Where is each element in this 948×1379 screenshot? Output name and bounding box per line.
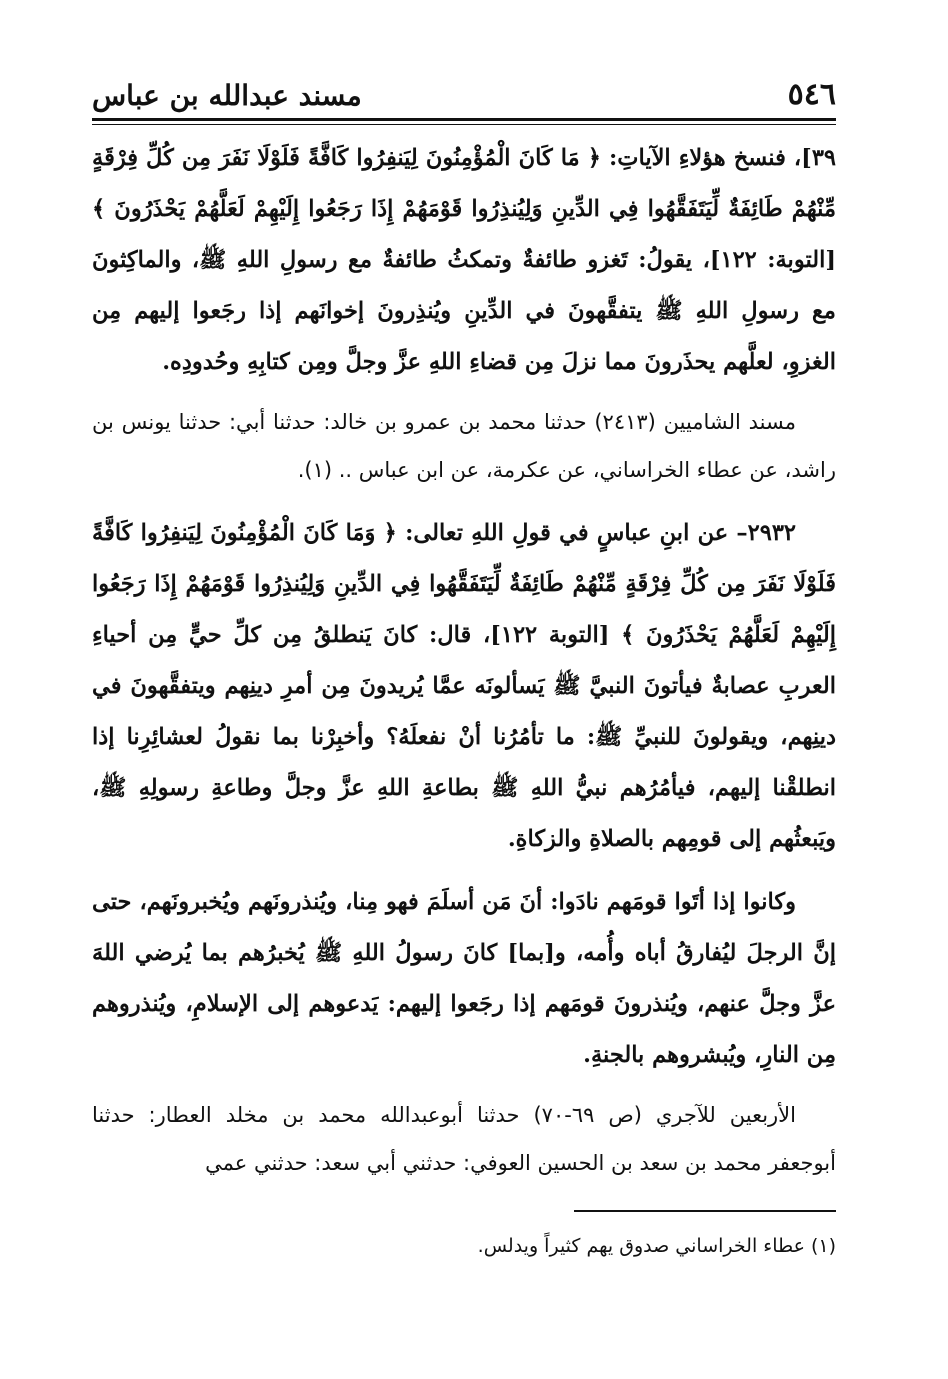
running-title: مسند عبدالله بن عباس: [92, 79, 362, 112]
source-citation: الأربعين للآجري (ص ٦٩-٧٠) حدثنا أبوعبدالله محمد بن مخلد العطار: حدثنا أبوجعفر محمد بن سعد بن الحسين العوفي: حدثني أبي سعد: حدثني عمي: [92, 1103, 836, 1175]
book-page: [92, 60, 836, 1340]
paragraph-gap: [92, 865, 836, 877]
footnote: (١) عطاء الخراساني صدوق يهم كثيراً ويدلس.: [477, 1235, 836, 1257]
hadith-paragraph: وكانوا إذا أتَوا قومَهم نادَوا: أنَ مَن أسلَمَ فهو مِنا، ويُنذرونَهم ويُخبرونَهم، حتى إنَّ الرجلَ ليُفارقُ أباه وأُمه، و[بما] كانَ رسولُ اللهِ ﷺ يُخبرُهم بما يُرضي اللهَ عزَّ وجلَّ عنهم، ويُنذرونَ قومَهم إذا رجَعوا إليهم: يَدعوهم إلى الإسلامِ، ويُنذروهم مِن النارِ، ويُبشروهم بالجنةِ.: [92, 889, 836, 1068]
commentary-paragraph: ٣٩]، فنسخ هؤلاءِ الآياتِ: ﴿ مَا كَانَ الْمُؤْمِنُونَ لِيَنفِرُوا كَافَّةً فَلَوْلَا نَفَرَ مِن كُلِّ فِرْقَةٍ مِّنْهُمْ طَائِفَةٌ لِّيَتَفَقَّهُوا فِي الدِّينِ وَلِيُنذِرُوا قَوْمَهُمْ إِذَا رَجَعُوا إِلَيْهِمْ لَعَلَّهُمْ يَحْذَرُونَ ﴾ [التوبة: ١٢٢]، يقولُ: تَغزو طائفةٌ وتمكثُ طائفةٌ مع رسولِ اللهِ ﷺ، والماكِثونَ مع رسولِ اللهِ ﷺ يتفقَّهونَ في الدِّينِ ويُنذِرونَ إخوانَهم إذا رجَعوا إليهم مِن الغزوِ، لعلَّهم يحذَرونَ مما نزلَ مِن قضاءِ اللهِ عزَّ وجلَّ ومِن كتابِهِ وحُدودِه.: [92, 145, 836, 375]
header-rule-thin: [92, 124, 836, 125]
page-header: [92, 60, 836, 116]
main-text: [92, 133, 836, 1187]
footnote-separator: [574, 1210, 836, 1212]
header-rule-thick: [92, 118, 836, 121]
hadith-paragraph: ٢٩٣٢– عن ابنِ عباسٍ في قولِ اللهِ تعالى: ﴿ وَمَا كَانَ الْمُؤْمِنُونَ لِيَنفِرُوا كَافَّةً فَلَوْلَا نَفَرَ مِن كُلِّ فِرْقَةٍ مِّنْهُمْ طَائِفَةٌ لِّيَتَفَقَّهُوا فِي الدِّينِ وَلِيُنذِرُوا قَوْمَهُمْ إِذَا رَجَعُوا إِلَيْهِمْ لَعَلَّهُمْ يَحْذَرُونَ ﴾ [التوبة ١٢٢]، قال: كانَ يَنطلقُ مِن كلِّ حيٍّ مِن أحياءِ العربِ عصابةٌ فيأتونَ النبيَّ ﷺ يَسألونَه عمَّا يُريدونَ مِن أمرِ دينِهم ويتفقَّهونَ في دينِهم، ويقولونَ للنبيِّ ﷺ: ما تأمُرُنا أنْ نفعلَهُ؟ وأخبِرْنا بما نقولُ لعشائِرِنا إذا انطلقْنا إليهم، فيأمُرُهم نبيُّ اللهِ ﷺ بطاعةِ اللهِ عزَّ وجلَّ وطاعةِ رسولِهِ ﷺ، ويَبعثُهم إلى قومِهم بالصلاةِ والزكاةِ.: [92, 520, 837, 852]
source-citation: مسند الشاميين (٢٤١٣) حدثنا محمد بن عمرو بن خالد: حدثنا أبي: حدثنا يونس بن راشد، عن عطاء الخراساني، عن عكرمة، عن ابن عباس .. (١).: [92, 410, 836, 482]
page-number: ٥٤٦: [787, 77, 836, 112]
